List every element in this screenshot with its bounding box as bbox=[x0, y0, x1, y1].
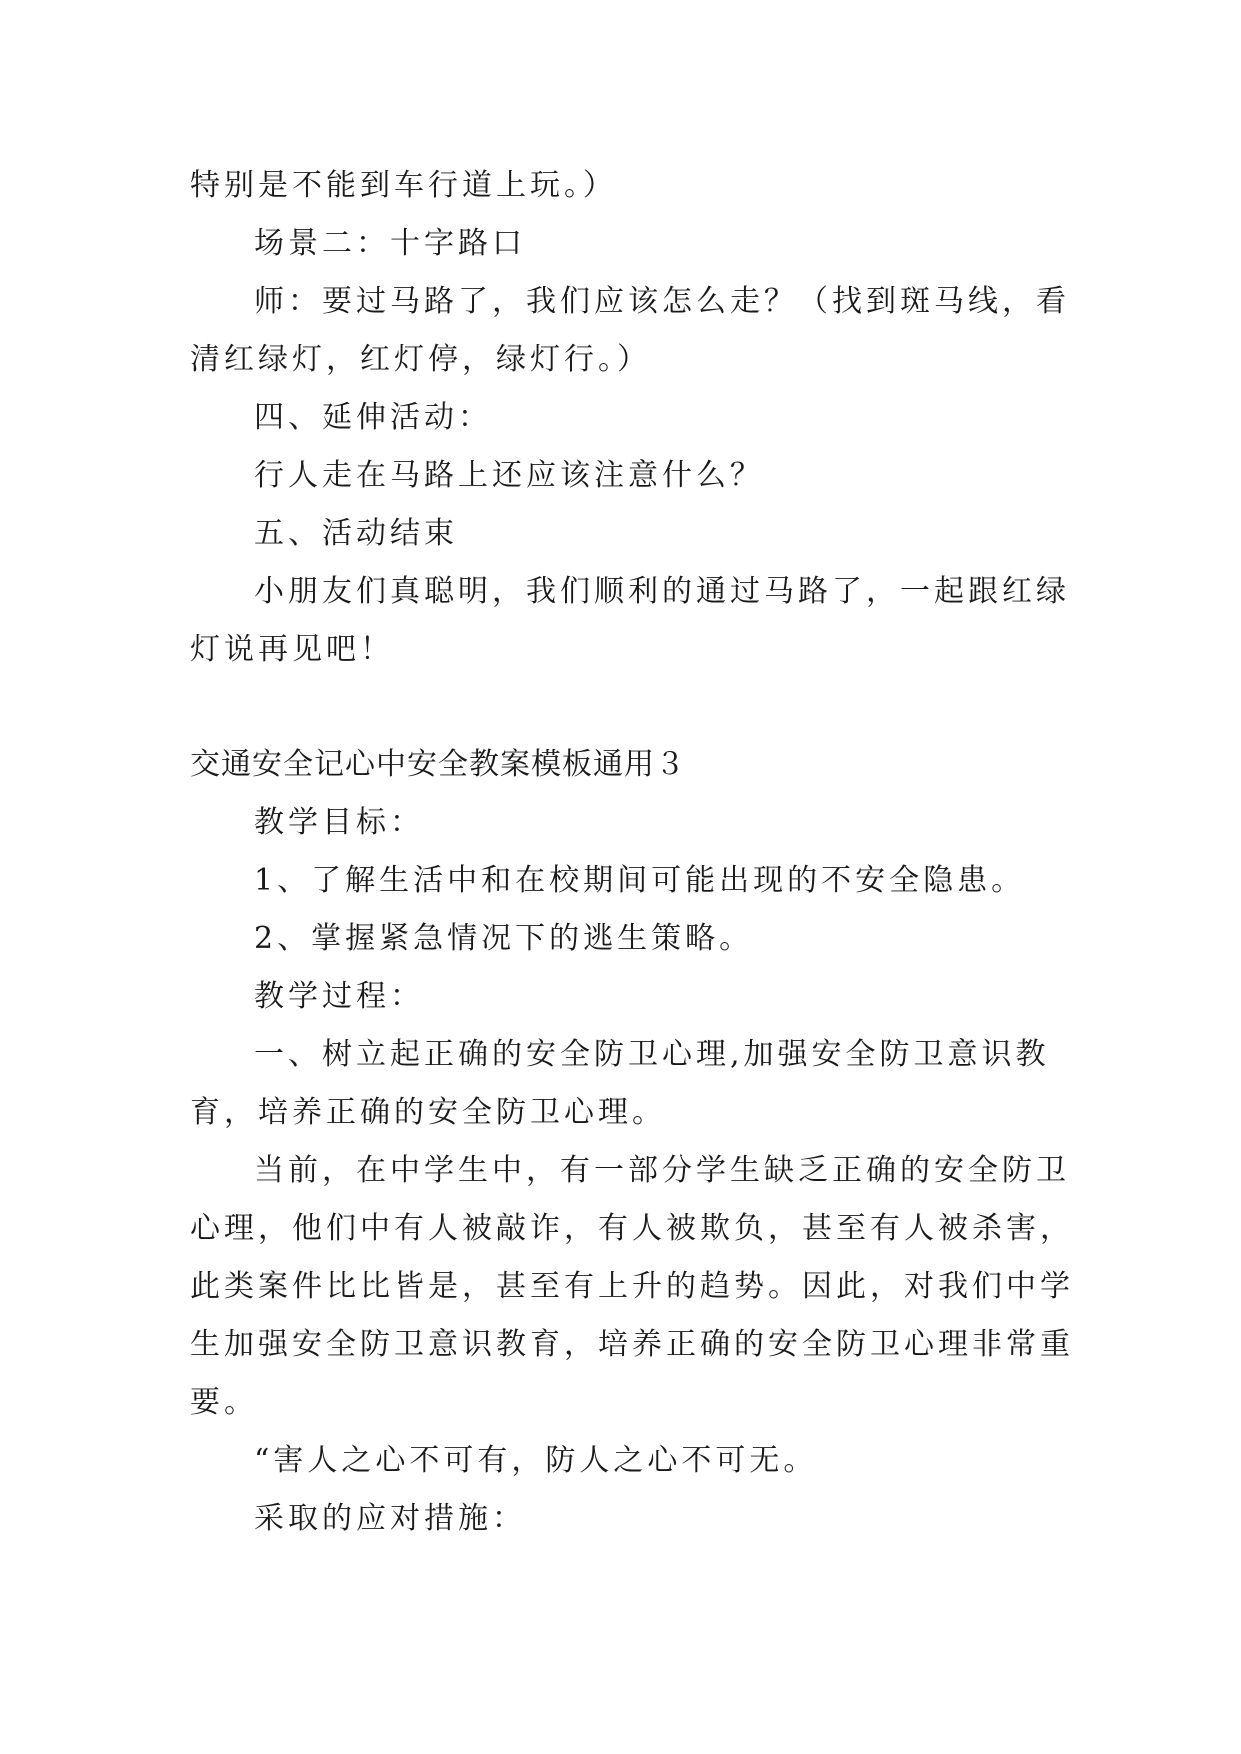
text-line: 生加强安全防卫意识教育，培养正确的安全防卫心理非常重 bbox=[190, 1327, 1074, 1362]
text-line: 采取的应对措施： bbox=[254, 1501, 526, 1536]
text-line: 场景二：十字路口 bbox=[254, 226, 526, 261]
text-line: 一、树立起正确的安全防卫心理,加强安全防卫意识教 bbox=[254, 1037, 1050, 1072]
text-line: 此类案件比比皆是，甚至有上升的趋势。因此，对我们中学 bbox=[190, 1269, 1074, 1304]
text-line: 灯说再见吧！ bbox=[190, 632, 394, 667]
text-line: 当前，在中学生中，有一部分学生缺乏正确的安全防卫 bbox=[254, 1153, 1070, 1188]
text-line: 四、延伸活动： bbox=[254, 400, 492, 435]
text-line: 要。 bbox=[190, 1385, 258, 1420]
text-line: 师：要过马路了，我们应该怎么走？（找到斑马线，看 bbox=[254, 284, 1070, 319]
text-line: 教学目标： bbox=[254, 805, 424, 840]
text-line: “害人之心不可有，防人之心不可无。 bbox=[254, 1443, 818, 1478]
text-line: 五、活动结束 bbox=[254, 516, 458, 551]
text-line: 育，培养正确的安全防卫心理。 bbox=[190, 1095, 666, 1130]
text-line: 小朋友们真聪明，我们顺利的通过马路了，一起跟红绿 bbox=[254, 574, 1070, 609]
text-line: 心理，他们中有人被敲诈，有人被欺负，甚至有人被杀害， bbox=[190, 1211, 1074, 1246]
text-line: 清红绿灯，红灯停，绿灯行。） bbox=[190, 342, 651, 377]
text-line: 特别是不能到车行道上玩。） bbox=[190, 168, 617, 203]
text-line: 教学过程： bbox=[254, 979, 424, 1014]
text-line: 2、掌握紧急情况下的逃生策略。 bbox=[254, 921, 754, 956]
section-heading: 交通安全记心中安全教案模板通用３ bbox=[190, 747, 686, 782]
text-line: 行人走在马路上还应该注意什么？ bbox=[254, 458, 764, 493]
text-line: 1、了解生活中和在校期间可能出现的不安全隐患。 bbox=[254, 863, 1026, 898]
